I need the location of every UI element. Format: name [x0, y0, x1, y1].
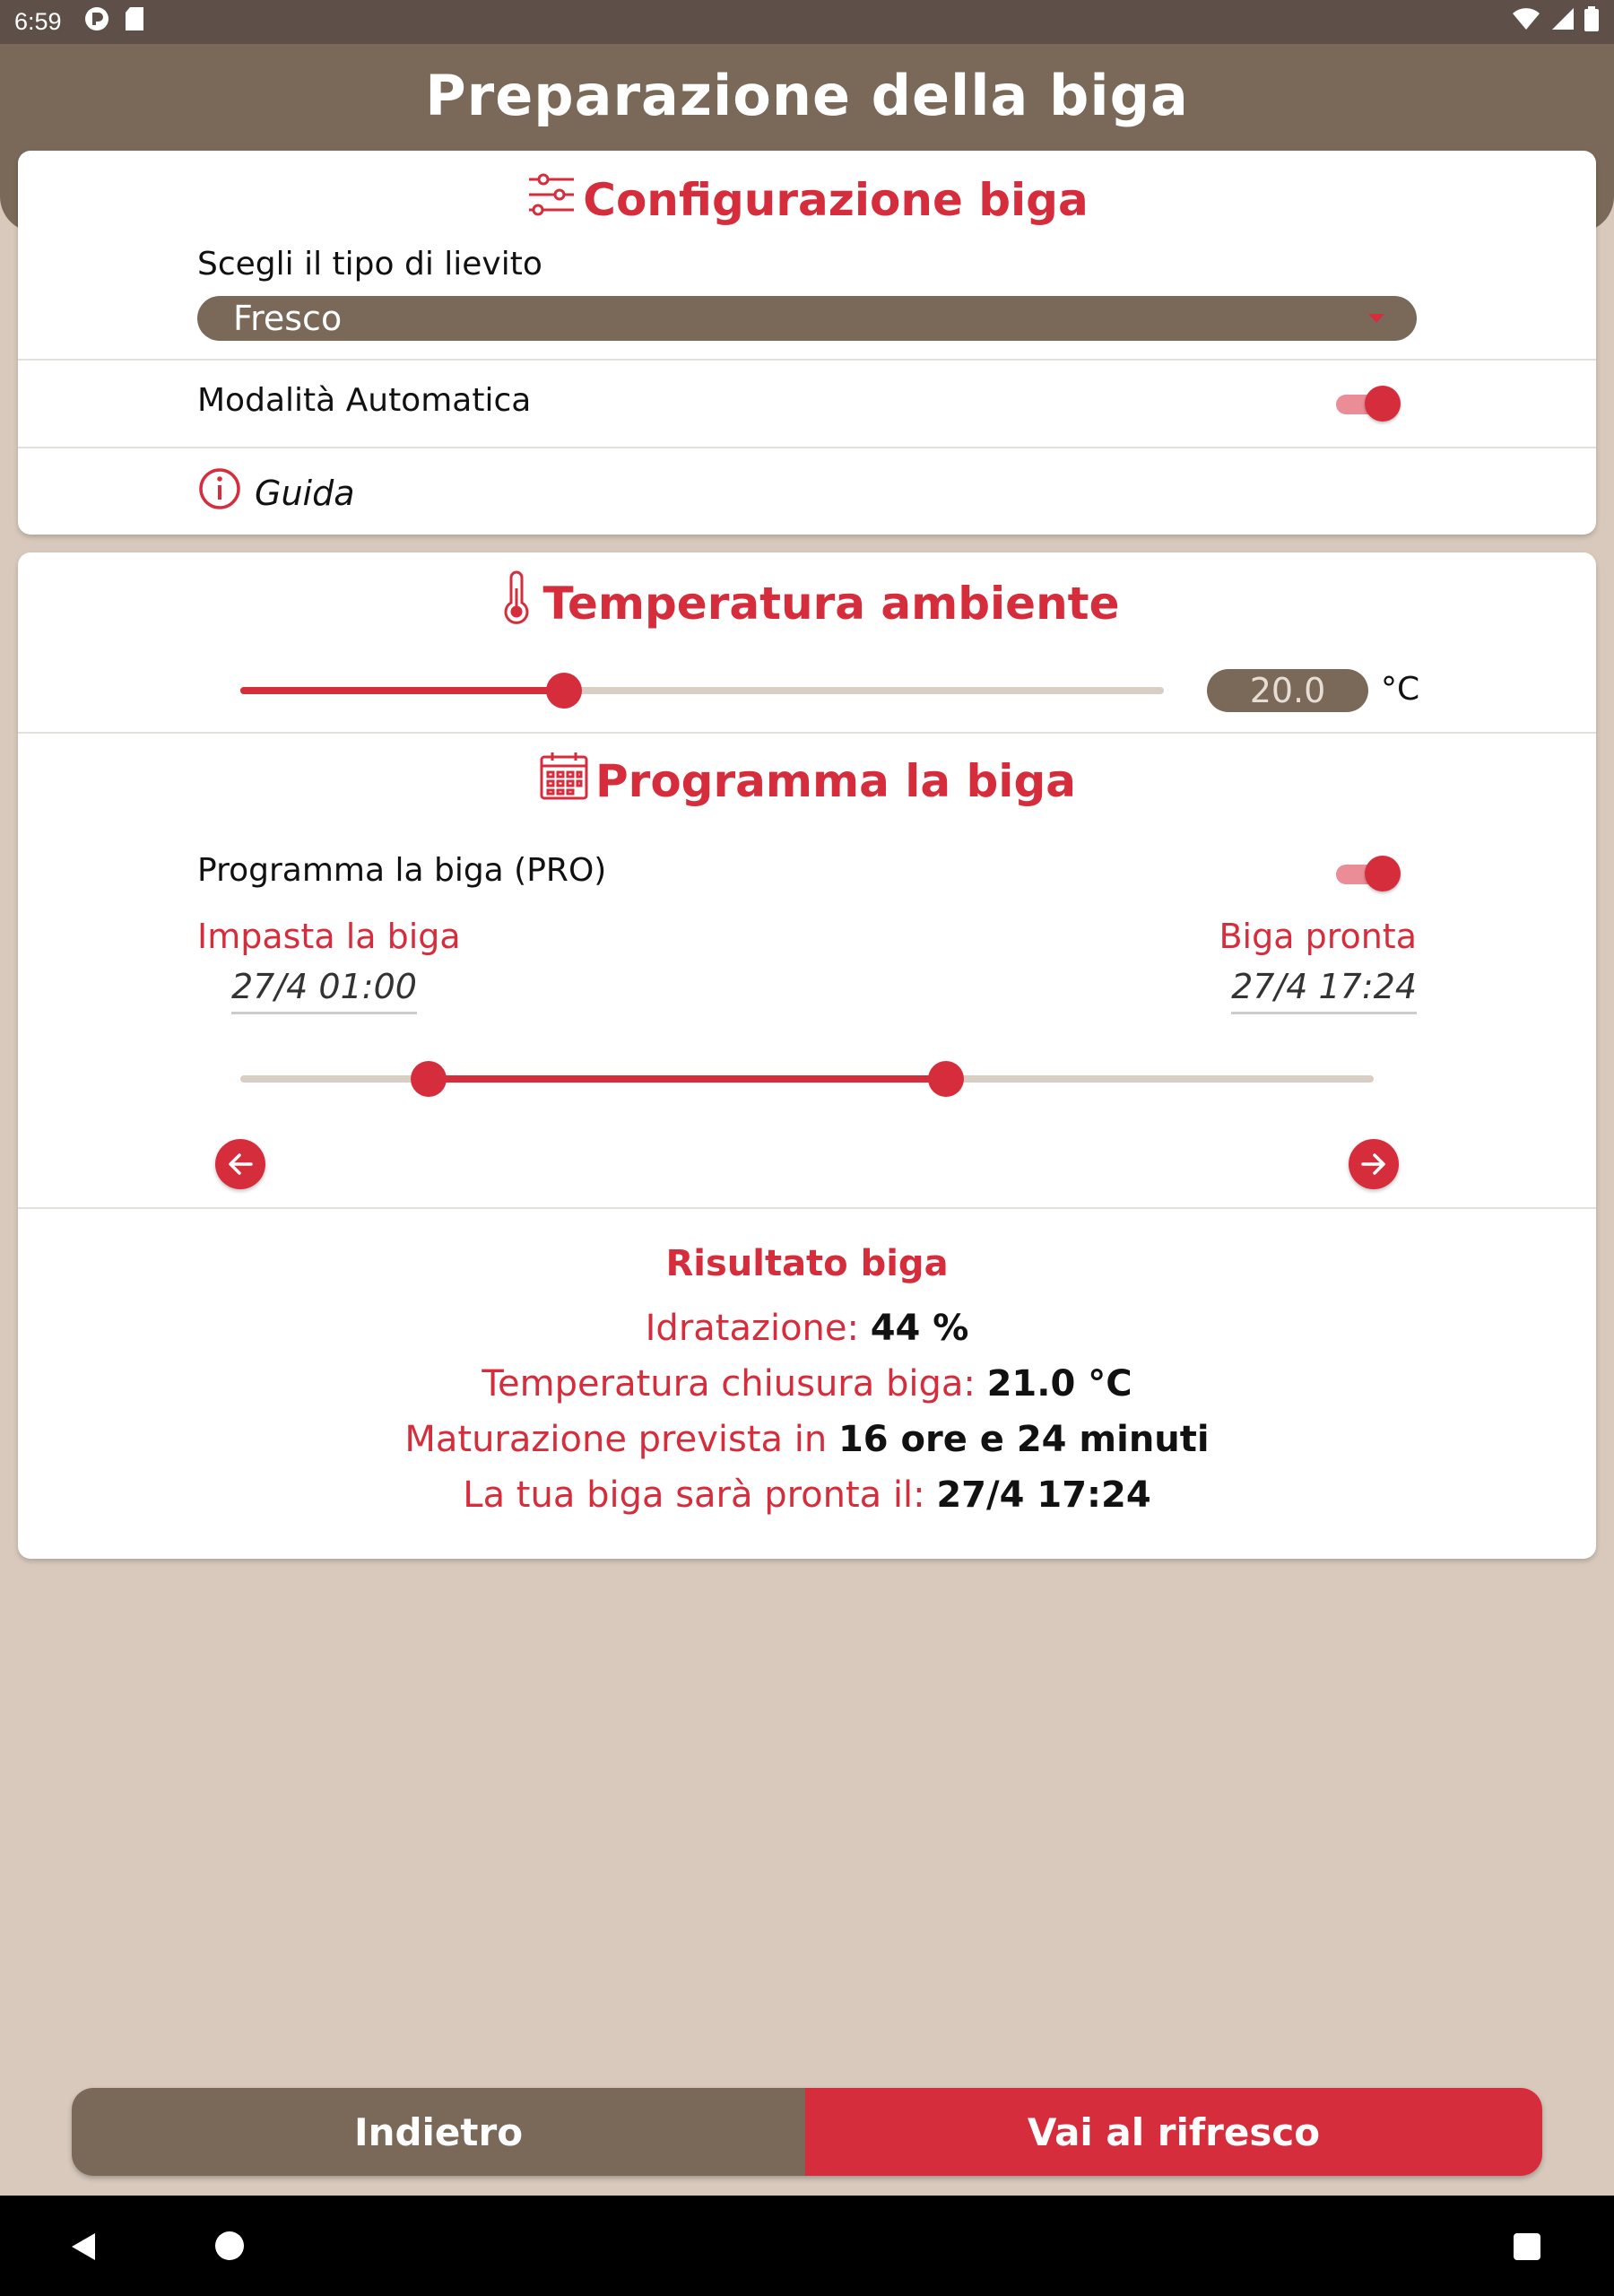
wifi-icon [1512, 7, 1540, 37]
close-temp-row [18, 1363, 1596, 1405]
guide-label: Guida [255, 473, 355, 513]
arrow-right-icon [1358, 1148, 1390, 1180]
sliders-icon [525, 169, 577, 231]
hydration-value: 44 % [870, 1308, 969, 1349]
yeast-dropdown-value: Fresco [233, 299, 343, 338]
temperature-slider-fill [240, 687, 564, 694]
thermometer-icon [495, 570, 538, 637]
calendar-icon [538, 750, 590, 813]
settings-card [18, 552, 1596, 1559]
start-label: Impasta la biga [197, 917, 461, 956]
signal-icon [1549, 7, 1575, 37]
battery-icon [1584, 6, 1600, 38]
ready-row [18, 1474, 1596, 1516]
end-label: Biga pronta [1219, 917, 1417, 956]
end-date-field[interactable] [1231, 967, 1417, 1014]
config-title-text: Configurazione biga [583, 174, 1089, 226]
arrow-left-icon [224, 1148, 256, 1180]
start-date-field[interactable] [231, 967, 417, 1014]
auto-mode-label: Modalità Automatica [197, 382, 532, 419]
pro-schedule-label: Programma la biga (PRO) [197, 852, 607, 889]
page-title: Preparazione della biga [425, 63, 1189, 128]
close-temp-value: 21.0 °C [986, 1363, 1132, 1405]
app-notification-icon [83, 5, 110, 39]
pro-schedule-switch[interactable] [1332, 856, 1401, 891]
back-button[interactable]: Indietro [72, 2088, 805, 2176]
maturation-value: 16 ore e 24 minuti [837, 1419, 1210, 1460]
maturation-label: Maturazione prevista in [404, 1419, 828, 1460]
temperature-unit: °C [1381, 671, 1420, 708]
system-nav-bar [0, 2196, 1614, 2296]
nav-back-icon[interactable] [72, 2233, 95, 2260]
temperature-title-text: Temperatura ambiente [542, 578, 1120, 630]
dropdown-arrow-icon [1368, 314, 1384, 323]
end-date-value: 27/4 17:24 [1231, 967, 1417, 1006]
status-time: 6:59 [14, 8, 62, 35]
temperature-section-title [18, 570, 1596, 637]
status-bar [0, 0, 1614, 44]
yeast-dropdown[interactable] [197, 296, 1417, 341]
auto-mode-switch[interactable] [1332, 386, 1401, 422]
start-date-value: 27/4 01:00 [231, 967, 417, 1006]
go-to-refresh-button[interactable]: Vai al rifresco [805, 2088, 1542, 2176]
guide-link[interactable] [197, 466, 355, 519]
divider [18, 447, 1596, 448]
ready-label: La tua biga sarà pronta il: [463, 1474, 925, 1516]
nav-home-icon[interactable] [215, 2231, 244, 2260]
sd-card-icon [125, 6, 144, 38]
schedule-section-title [18, 750, 1596, 813]
config-card [18, 151, 1596, 535]
config-section-title [18, 169, 1596, 231]
nav-recents-icon[interactable] [1514, 2233, 1540, 2260]
next-button[interactable] [1349, 1139, 1399, 1189]
bottom-action-bar [72, 2088, 1542, 2176]
schedule-title-text: Programma la biga [595, 755, 1076, 807]
info-icon [197, 466, 242, 519]
divider [18, 359, 1596, 361]
schedule-slider-fill [429, 1075, 947, 1083]
hydration-label: Idratazione: [645, 1308, 859, 1349]
divider [18, 732, 1596, 734]
maturation-row [18, 1419, 1596, 1460]
temperature-value: 20.0 [1249, 671, 1326, 710]
ready-value: 27/4 17:24 [936, 1474, 1151, 1516]
yeast-label: Scegli il tipo di lievito [197, 246, 542, 283]
temperature-value-field[interactable] [1207, 669, 1368, 712]
hydration-row [18, 1308, 1596, 1349]
result-title: Risultato biga [665, 1243, 949, 1284]
schedule-end-thumb[interactable] [928, 1061, 964, 1097]
previous-button[interactable] [215, 1139, 265, 1189]
temperature-slider-thumb[interactable] [546, 673, 582, 709]
divider [18, 1207, 1596, 1209]
schedule-start-thumb[interactable] [411, 1061, 447, 1097]
close-temp-label: Temperatura chiusura biga: [482, 1363, 976, 1405]
